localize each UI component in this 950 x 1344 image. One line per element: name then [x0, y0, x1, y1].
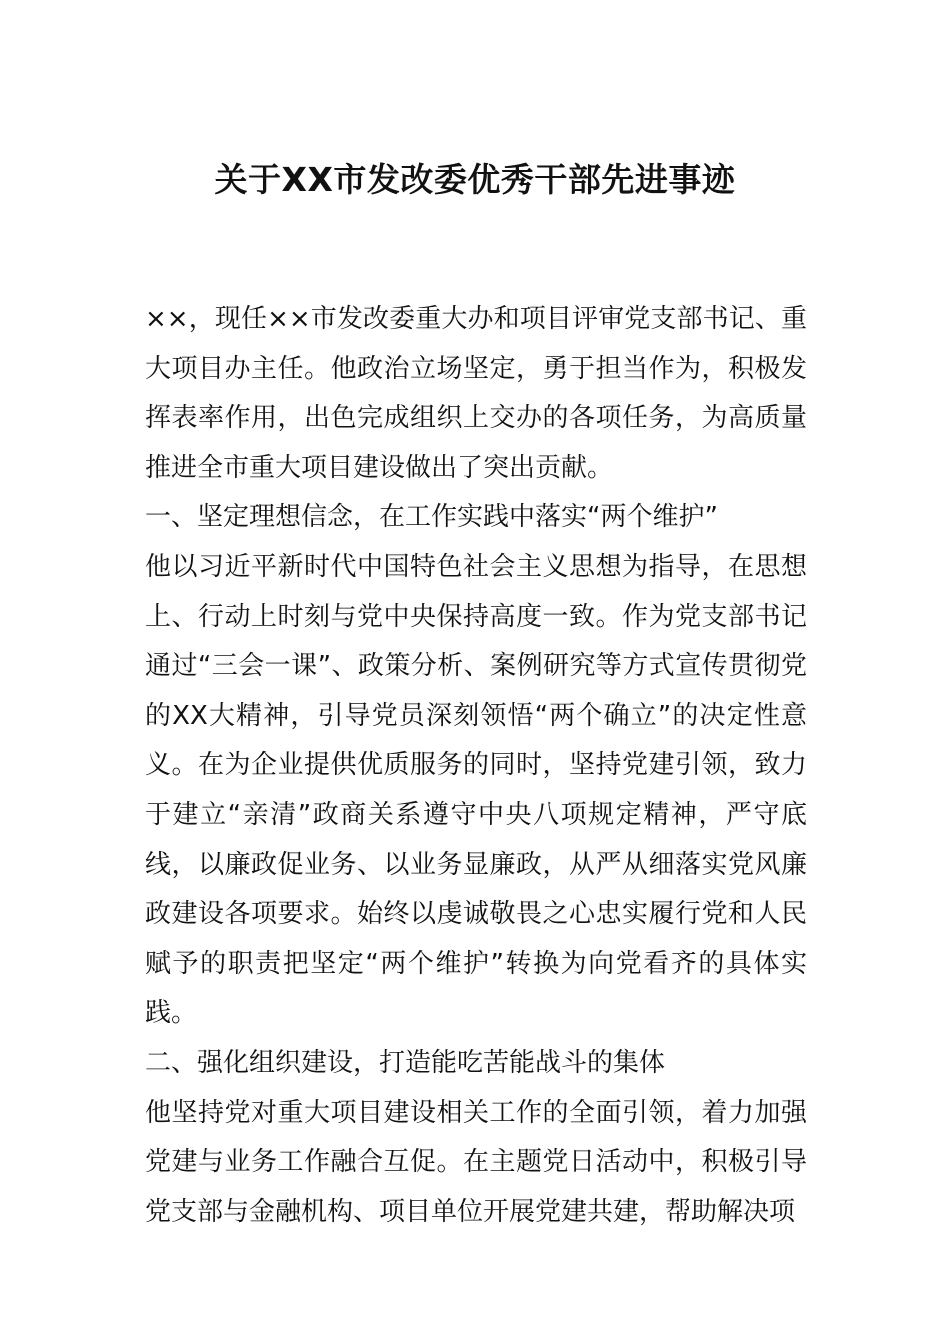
section-heading-2: 二、强化组织建设，打造能吃苦能战斗的集体	[145, 1047, 666, 1078]
section-1-paragraph: 他以习近平新时代中国特色社会主义思想为指导，在思想上、行动上时刻与党中央保持高度一致。作为党支部书记通过“三会一课”、政策分析、案例研究等方式宣传贯彻党的XX大精神，引导党员深刻领悟“两个确立”的决定性意义。在为企业提供优质服务的同时，坚持党建引领，致力于建立“亲清”政商关系遵守中央八项规定精神，严守底线，以廉政促业务、以业务显廉政，从严从细落实党风廉政建设各项要求。始终以虔诚敬畏之心忠实履行党和人民赋予的职责把坚定“两个维护”转换为向党看齐的具体实践。	[145, 551, 807, 1029]
section-heading-1: 一、坚定理想信念，在工作实践中落实“两个维护”	[145, 502, 718, 533]
section-2-paragraph: 他坚持党对重大项目建设相关工作的全面引领，着力加强党建与业务工作融合互促。在主题党日活动中，积极引导党支部与金融机构、项目单位开展党建共建，帮助解决项	[145, 1097, 807, 1227]
document-title: 关于XX市发改委优秀干部先进事迹	[214, 160, 736, 199]
intro-paragraph: ××，现任××市发改委重大办和项目评审党支部书记、重大项目办主任。他政治立场坚定，勇于担当作为，积极发挥表率作用，出色完成组织上交办的各项任务，为高质量推进全市重大项目建设做出了突出贡献。	[145, 304, 807, 483]
document-body	[145, 295, 807, 1237]
